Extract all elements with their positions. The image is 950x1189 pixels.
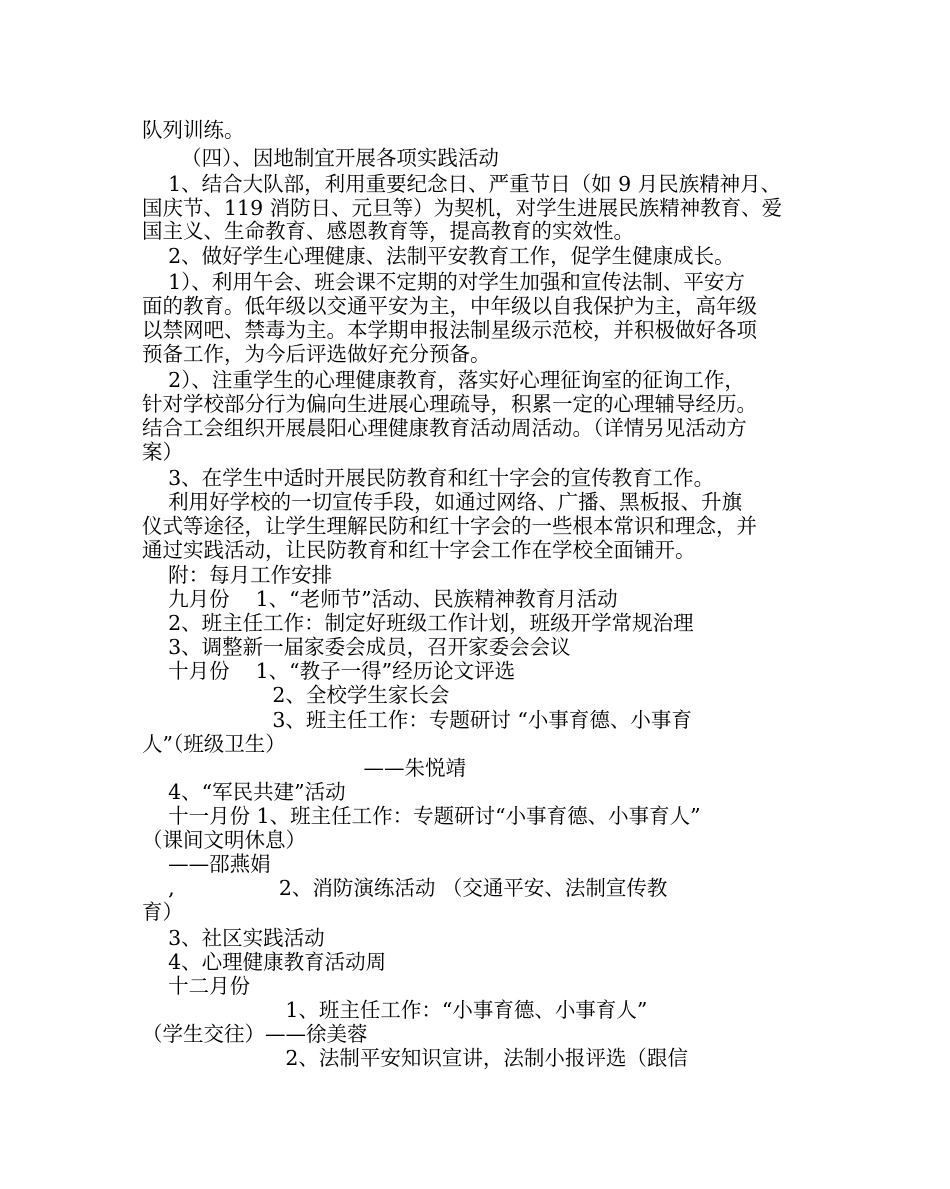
text-line: 2、做好学生心理健康、法制平安教育工作，促学生健康成长。 xyxy=(142,244,735,268)
schedule-line: 2、全校学生家长会 xyxy=(142,683,450,707)
text-line: 利用好学校的一切宣传手段，如通过网络、广播、黑板报、升旗 xyxy=(142,490,743,514)
schedule-line: 3、社区实践活动 xyxy=(142,926,325,950)
text-line: 以禁网吧、禁毒为主。本学期申报法制星级示范校，并积极做好各项 xyxy=(142,318,757,342)
schedule-line: 2、法制平安知识宣讲，法制小报评选（跟信 xyxy=(142,1046,688,1070)
schedule-line: 4、心理健康教育活动周 xyxy=(142,950,387,974)
schedule-line: 1、班主任工作：“小事育德、小事育人” xyxy=(142,998,648,1022)
text-line: 1）、利用午会、班会课不定期的对学生加强和宣传法制、平安方 xyxy=(142,270,745,294)
text-line: 结合工会组织开展晨阳心理健康教育活动周活动。（详情另见活动方 xyxy=(142,416,747,440)
text-line: 队列训练。 xyxy=(142,118,245,142)
text-line: 预备工作，为今后评选做好充分预备。 xyxy=(142,342,491,366)
schedule-line: 2、班主任工作：制定好班级工作计划，班级开学常规治理 xyxy=(142,611,694,635)
schedule-line: 3、调整新一届家委会成员，召开家委会会议 xyxy=(142,635,571,659)
text-line: 1、结合大队部，利用重要纪念日、严重节日（如 9 月民族精神月、 xyxy=(142,172,782,196)
text-line: 国主义、生命教育、感恩教育等，提高教育的实效性。 xyxy=(142,219,634,243)
schedule-line: , 2、消防演练活动 （交通平安、法制宣传教 xyxy=(142,876,668,900)
text-line: 国庆节、119 消防日、元旦等）为契机，对学生进展民族精神教育、爱 xyxy=(142,196,783,220)
schedule-line: 九月份 1、“老师节”活动、民族精神教育月活动 xyxy=(142,587,618,611)
text-line: 仪式等途径，让学生理解民防和红十字会的一些根本常识和理念，并 xyxy=(142,514,757,538)
schedule-line: 十月份 1、“教子一得”经历论文评选 xyxy=(142,659,516,683)
text-line: 通过实践活动，让民防教育和红十字会工作在学校全面铺开。 xyxy=(142,538,696,562)
schedule-line: 十二月份 xyxy=(142,974,251,998)
text-line: 附：每月工作安排 xyxy=(142,563,333,587)
section-heading: （四）、因地制宜开展各项实践活动 xyxy=(142,146,499,170)
schedule-line: 4、“军民共建”活动 xyxy=(142,780,346,804)
text-line: 面的教育。低年级以交通平安为主，中年级以自我保护为主，高年级 xyxy=(142,294,757,318)
text-line: 2）、注重学生的心理健康教育，落实好心理征询室的征询工作， xyxy=(142,368,745,392)
schedule-line: （学生交往）——徐美蓉 xyxy=(142,1022,368,1046)
text-line: 针对学校部分行为偏向生进展心理疏导，积累一定的心理辅导经历。 xyxy=(142,392,757,416)
text-line: 3、在学生中适时开展民防教育和红十字会的宣传教育工作。 xyxy=(142,466,715,490)
schedule-line: ——邵燕娟 xyxy=(142,852,271,876)
schedule-line: （课间文明休息） xyxy=(142,828,306,852)
schedule-line: 育） xyxy=(142,900,183,924)
schedule-line: 十一月份 1、班主任工作：专题研讨“小事育德、小事育人” xyxy=(142,804,701,828)
text-line: 案） xyxy=(142,440,183,464)
schedule-line: 3、班主任工作：专题研讨 “小事育德、小事育 xyxy=(142,708,692,732)
schedule-line: 人”（班级卫生） xyxy=(142,732,286,756)
schedule-line: ——朱悦靖 xyxy=(142,756,467,780)
